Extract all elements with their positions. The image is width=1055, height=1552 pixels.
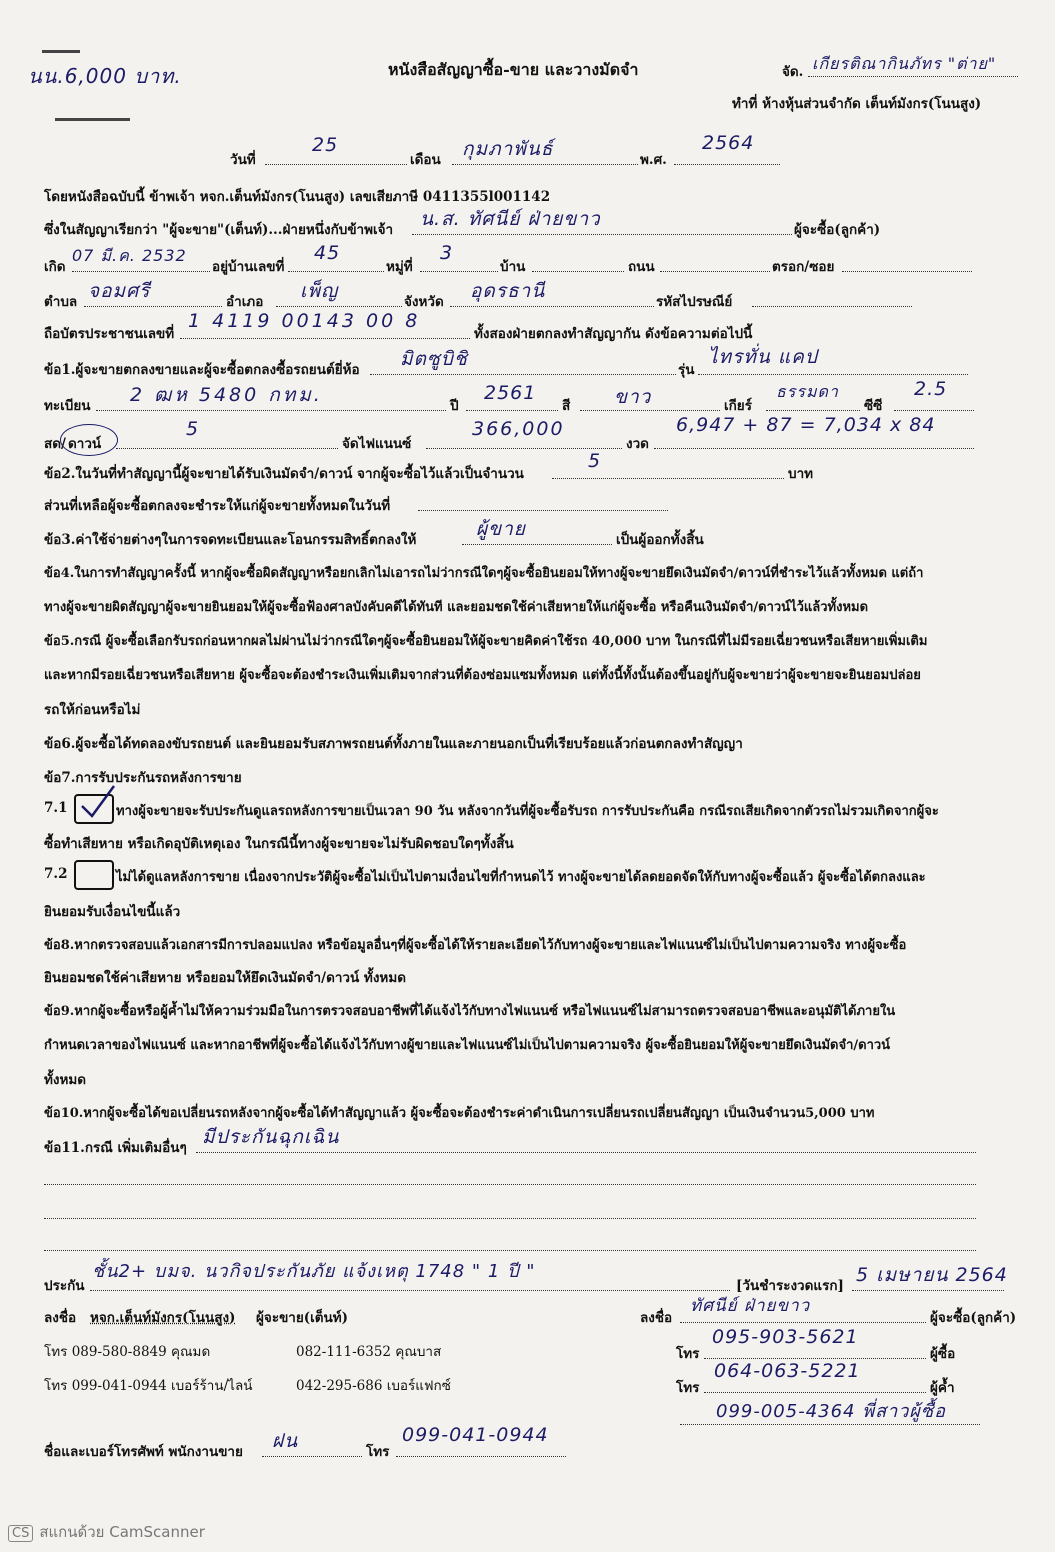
car-model: ไทรทั่น แคป (708, 346, 818, 368)
id-number: 1 4119 00143 00 8 (188, 310, 421, 332)
finance-value: 366,000 (472, 418, 565, 440)
car-year-label: ปี (450, 398, 459, 414)
day-label: วันที่ (230, 152, 256, 168)
clause2a-label: ข้อ2.ในวันที่ทำสัญญานี้ผู้จะขายได้รับเงินมัดจำ/ดาวน์ จากผู้จะซื้อไว้แล้วเป็นจำนวน (44, 466, 524, 482)
clause11-label: ข้อ11.กรณี เพิ่มเติมอื่นๆ (44, 1140, 187, 1156)
seller-sign-label: ลงชื่อ (44, 1310, 77, 1326)
clause4-line2: ทางผู้จะขายผิดสัญญาผู้จะขายยินยอมให้ผู้จะซื้อฟ้องศาลบังคับคดีได้ทันที และยอมชดใช้ค่าเสียหายให้แก่ผู้จะซื้อ หรือคืนเงินมัดจำ/ดาวน์ไว้แล้วทั้งหมด (44, 600, 869, 615)
place-line: ทำที่ ห้างหุ้นส่วนจำกัด เต็นท์มังกร(โนนสูง) (732, 96, 982, 112)
clause8-line1: ข้อ8.หากตรวจสอบแล้วเอกสารมีการปลอมแปลง หรือข้อมูลอื่นๆที่ผู้จะซื้อได้ให้รายละเอียดไว้กับทางผู้จะขายและไฟแนนซ์ไม่เป็นไปตามความจริง ทางผู้จะซื้อ (44, 938, 907, 953)
guarantor-tel: 064-063-5221 (714, 1360, 861, 1382)
day-value: 25 (312, 134, 339, 156)
staff-name: ฝน (272, 1430, 299, 1452)
clause5-line1: ข้อ5.กรณี ผู้จะซื้อเลือกรับรถก่อนหากผลไม่ผ่านไม่ว่ากรณีใดๆผู้จะซื้อยินยอมให้ผู้จะขายคิดค่าใช้รถ 40,000 บาท ในกรณีที่ไม่มีรอยเฉี่ยวชนหรือเสียหายเพิ่มเติม (44, 634, 928, 649)
contact-4: 042-295-686 เบอร์แฟกซ์ (296, 1378, 451, 1394)
clause9-line3: ทั้งหมด (44, 1072, 87, 1088)
moo-value: 3 (440, 242, 454, 264)
clause5-line3: รถให้ก่อนหรือไม่ (44, 702, 141, 718)
clause10: ข้อ10.หากผู้จะซื้อได้ขอเปลี่ยนรถหลังจากผู้จะซื้อได้ทำสัญญาแล้ว ผู้จะซื้อจะต้องชำระค่าดำเนินการเปลี่ยนรถเปลี่ยนสัญญา เป็นเงินจำนวน5,000 บาท (44, 1106, 875, 1121)
blank-line-1 (44, 1184, 976, 1185)
amphoe-label: อำเภอ (226, 294, 264, 310)
province-label: จังหวัด (404, 294, 444, 310)
clause71-line1: ทางผู้จะขายจะรับประกันดูแลรถหลังการขายเป็นเวลา 90 วัน หลังจากวันที่ผู้จะซื้อรับรถ การรับประกันคือ กรณีรถเสียเกิดจากตัวรถไม่รวมเกิดจากผู้จะ (116, 804, 939, 819)
staff-tel: 099-041-0944 (402, 1424, 549, 1446)
car-brand: มิตซูบิชิ (400, 348, 468, 370)
clause72-line1: ไม่ได้ดูแลหลังการขาย เนื่องจากประวัติผู้จะซื้อไม่เป็นไปตามเงื่อนไขที่กำหนดไว้ ทางผู้จะขายได้ลดยอดจัดให้กับทางผู้จะซื้อแล้ว ผู้จะซื้อได้ตกลงและ (116, 870, 926, 885)
clause4-line1: ข้อ4.ในการทำสัญญาครั้งนี้ หากผู้จะซื้อผิดสัญญาหรือยกเลิกไม่เอารถไม่ว่ากรณีใดๆผู้จะซื้อยินยอมให้ทางผู้จะขายยึดเงินมัดจำ/ดาวน์ที่ชำระไว้แล้วทั้งหมด แต่ถ้า (44, 566, 924, 581)
clause2b: ส่วนที่เหลือผู้จะซื้อตกลงจะชำระให้แก่ผู้จะขายทั้งหมดในวันที่ (44, 498, 391, 514)
birth-label: เกิด (44, 259, 66, 275)
clause3-suffix: เป็นผู้ออกทั้งสิ้น (616, 532, 704, 548)
by-value: เกียรติณากินภัทร "ต่าย" (812, 54, 997, 73)
car-gear: ธรรมดา (776, 382, 839, 401)
down-value: 5 (186, 418, 200, 440)
header-rule-top (42, 50, 80, 53)
clause2a-unit: บาท (788, 466, 814, 482)
seller-sign: หจก.เต็นท์มังกร(โนนสูง) (90, 1310, 236, 1326)
clause71-line2: ซื้อทำเสียหาย หรือเกิดอุบัติเหตุเอง ในกรณีนี้ทางผู้จะขายจะไม่รับผิดชอบใดๆทั้งสิ้น (44, 836, 514, 852)
tambon-label: ตำบล (44, 294, 78, 310)
buyer-tel-label: โทร (676, 1346, 700, 1362)
buyer-role: ผู้จะซื้อ(ลูกค้า) (794, 222, 881, 238)
seller-line: ซึ่งในสัญญาเรียกว่า "ผู้จะขาย"(เต็นท์)...ฝ่ายหนึ่งกับข้าพเจ้า (44, 222, 394, 238)
extra-tel: 099-005-4364 พี่สาวผู้ซื้อ (716, 1401, 946, 1422)
first-pay-label: [วันชำระงวดแรก] (736, 1278, 844, 1294)
buyer-sign-label: ลงชื่อ (640, 1310, 673, 1326)
car-registration: 2 ฒห 5480 กทม. (130, 384, 323, 406)
car-year: 2561 (484, 382, 537, 404)
clause72-number: 7.2 (44, 866, 68, 882)
guarantor-tel-label: โทร (676, 1380, 700, 1396)
postcode-label: รหัสไปรษณีย์ (656, 294, 733, 310)
year-value: 2564 (702, 132, 755, 154)
month-value: กุมภาพันธ์ (462, 138, 554, 160)
clause8-line2: ยินยอมชดใช้ค่าเสียหาย หรือยอมให้ยึดเงินมัดจำ/ดาวน์ ทั้งหมด (44, 970, 406, 986)
staff-label: ชื่อและเบอร์โทรศัพท์ พนักงานขาย (44, 1444, 243, 1460)
contact-3: โทร 099-041-0944 เบอร์ร้าน/ไลน์ (44, 1378, 253, 1394)
clause2a-value: 5 (588, 450, 602, 472)
amount-note: นน.6,000 บาท. (28, 64, 182, 88)
down-label-a: สด/ (44, 436, 66, 452)
birth-value: 07 มี.ค. 2532 (72, 246, 187, 265)
clause5-line2: และหากมีรอยเฉี่ยวชนหรือเสียหาย ผู้จะซื้อจะต้องชำระเงินเพิ่มเติมจากส่วนที่ต้องซ่อมแซมทั้งหมด แต่ทั้งนี้ทั้งนั้นต้องขึ้นอยู่กับผู้จะขายว่าผู้จะขายจะยินยอมปล่อย (44, 668, 921, 683)
blank-line-3 (44, 1250, 976, 1251)
insurance-label: ประกัน (44, 1278, 85, 1294)
contact-2: 082-111-6352 คุณบาส (296, 1344, 442, 1360)
intro-line: โดยหนังสือฉบับนี้ ข้าพเจ้า หจก.เต็นท์มังกร(โนนสูง) เลขเสียภาษี 0411355l001142 (44, 189, 551, 205)
down-circle-mark (60, 424, 118, 456)
clause72-checkbox[interactable] (74, 860, 114, 890)
car-cc: 2.5 (914, 378, 948, 400)
cc-label: ซีซี (864, 398, 883, 414)
car-color-label: สี (562, 398, 571, 414)
buyer-sign-role: ผู้จะซื้อ(ลูกค้า) (930, 1310, 1017, 1326)
buyer-name: น.ส. ทัศนีย์ ฝ่ายขาว (420, 208, 601, 230)
clause9-line1: ข้อ9.หากผู้จะซื้อหรือผู้ค้ำไม่ให้ความร่วมมือในการตรวจสอบอาชีพที่ได้แจ้งไว้กับทางไฟแนนซ์ หรือไฟแนนซ์ไม่สามารถตรวจสอบอาชีพและอนุมัติได้ภายใน (44, 1004, 896, 1019)
down-label-b: ดาวน์ (68, 436, 102, 452)
clause3-value: ผู้ขาย (476, 518, 526, 540)
clause7: ข้อ7.การรับประกันรถหลังการขาย (44, 770, 242, 786)
model-label: รุ่น (678, 362, 695, 378)
moo-label: หมู่ที่ (386, 259, 413, 275)
clause1-label: ข้อ1.ผู้จะขายตกลงขายและผู้จะซื้อตกลงซื้อรถยนต์ยี่ห้อ (44, 362, 360, 378)
first-pay-value: 5 เมษายน 2564 (856, 1264, 1008, 1286)
car-color: ขาว (614, 386, 652, 408)
blank-line-2 (44, 1218, 976, 1219)
year-label: พ.ศ. (640, 152, 667, 168)
camscanner-watermark (8, 1520, 205, 1544)
reg-label: ทะเบียน (44, 398, 91, 414)
installment-value: 6,947 + 87 = 7,034 x 84 (676, 414, 936, 436)
finance-label: จัดไฟแนนซ์ (342, 436, 412, 452)
checkmark-icon (78, 784, 118, 820)
village-label: บ้าน (500, 259, 526, 275)
installment-label: งวด (626, 436, 649, 452)
house-no-label: อยู่บ้านเลขที่ (212, 259, 285, 275)
road-label: ถนน (628, 259, 655, 275)
id-label: ถือบัตรประชาชนเลขที่ (44, 326, 175, 342)
clause72-line2: ยินยอมรับเงื่อนไขนี้แล้ว (44, 904, 181, 920)
insurance-value: ชั้น2+ บมจ. นวกิจประกันภัย แจ้งเหตุ 1748 " 1 ปี " (92, 1261, 536, 1282)
by-label: จัด. (782, 64, 804, 80)
gear-label: เกียร์ (724, 398, 752, 414)
province-value: อุดรธานี (470, 280, 546, 302)
house-no-value: 45 (314, 242, 341, 264)
month-label: เดือน (410, 152, 441, 168)
amphoe-value: เพ็ญ (300, 280, 339, 302)
contact-1: โทร 089-580-8849 คุณมด (44, 1344, 211, 1360)
id-suffix: ทั้งสองฝ่ายตกลงทำสัญญากัน ดังข้อความต่อไปนี้ (474, 326, 753, 342)
buyer-signature: ทัศนีย์ ฝ่ายขาว (690, 1296, 811, 1316)
guarantor-tel-role: ผู้ค้ำ (930, 1380, 955, 1396)
soi-label: ตรอก/ซอย (772, 259, 835, 275)
clause71-number: 7.1 (44, 800, 68, 816)
clause71-checkbox[interactable] (74, 794, 114, 824)
seller-sign-role: ผู้จะขาย(เต็นท์) (256, 1310, 349, 1326)
clause9-line2: กำหนดเวลาของไฟแนนซ์ และหากอาชีพที่ผู้จะซื้อได้แจ้งไว้กับทางผู้ขายและไฟแนนซ์ไม่เป็นไปตามความจริง ผู้จะซื้อยินยอมให้ผู้จะขายยึดเงินมัดจำ/ดาวน์ (44, 1038, 891, 1053)
staff-tel-label: โทร (366, 1444, 390, 1460)
buyer-tel: 095-903-5621 (712, 1326, 859, 1348)
camscanner-logo-icon: CS (8, 1525, 33, 1542)
document-title: หนังสือสัญญาซื้อ-ขาย และวางมัดจำ (388, 60, 639, 79)
tambon-value: จอมศรี (88, 280, 151, 302)
buyer-tel-role: ผู้ซื้อ (930, 1346, 956, 1362)
clause3-label: ข้อ3.ค่าใช้จ่ายต่างๆในการจดทะเบียนและโอนกรรมสิทธิ์ตกลงให้ (44, 532, 417, 548)
camscanner-text: สแกนด้วย CamScanner (39, 1523, 205, 1541)
clause11-value: มีประกันฉุกเฉิน (202, 1126, 340, 1148)
header-rule-bottom (55, 118, 130, 121)
clause6: ข้อ6.ผู้จะซื้อได้ทดลองขับรถยนต์ และยินยอมรับสภาพรถยนต์ทั้งภายในและภายนอกเป็นที่เรียบร้อยแล้วก่อนตกลงทำสัญญา (44, 736, 743, 752)
